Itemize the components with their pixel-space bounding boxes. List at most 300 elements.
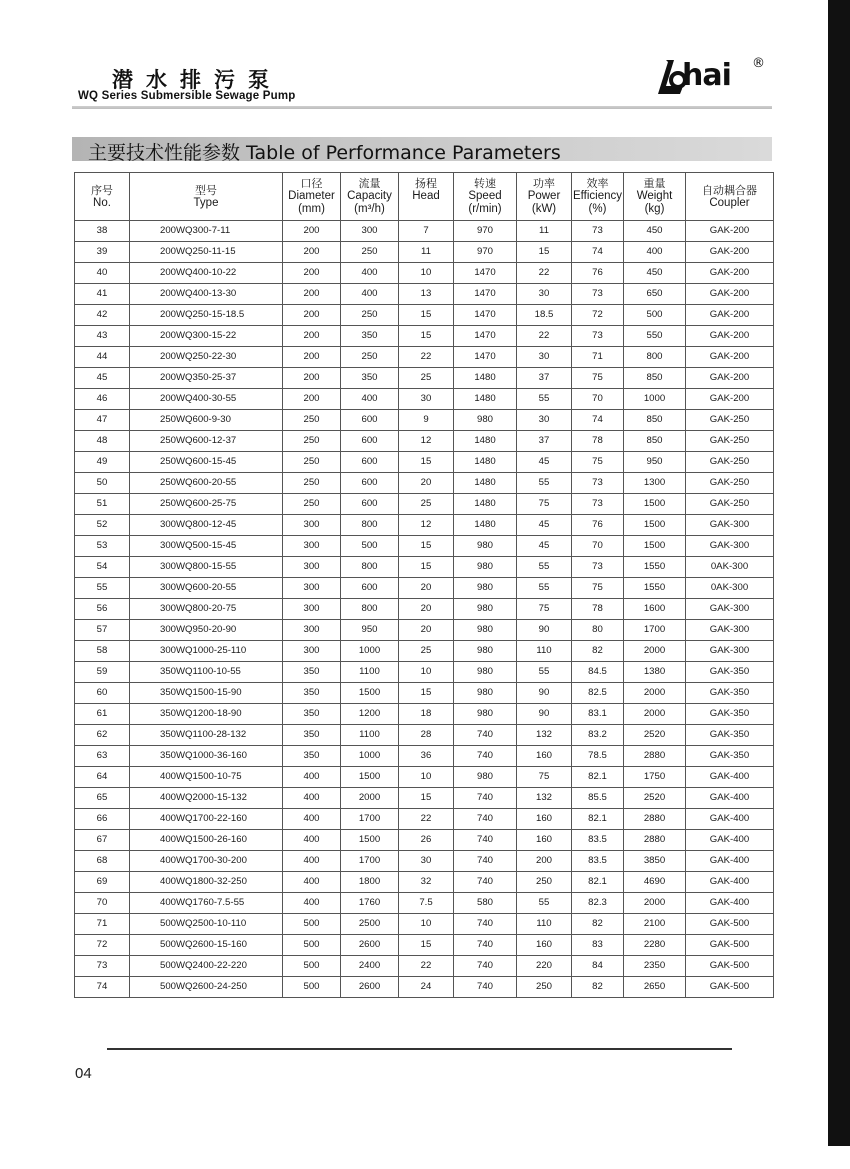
cell-type: 250WQ600-12-37 <box>130 431 283 452</box>
cell-diameter: 250 <box>283 452 341 473</box>
cell-head: 11 <box>399 242 454 263</box>
cell-type: 400WQ2000-15-132 <box>130 788 283 809</box>
table-row <box>75 956 774 977</box>
cell-power: 132 <box>517 725 572 746</box>
cell-efficiency: 84.5 <box>572 662 624 683</box>
cell-weight: 2520 <box>624 725 686 746</box>
cell-head: 12 <box>399 515 454 536</box>
cell-speed: 1470 <box>454 326 517 347</box>
cell-power: 160 <box>517 809 572 830</box>
cell-coupler: GAK-350 <box>686 725 774 746</box>
cell-diameter: 500 <box>283 977 341 998</box>
scan-edge-border <box>828 0 850 1146</box>
cell-no: 44 <box>75 347 130 368</box>
cell-type: 200WQ250-11-15 <box>130 242 283 263</box>
cell-type: 400WQ1760-7.5-55 <box>130 893 283 914</box>
cell-coupler: GAK-400 <box>686 893 774 914</box>
cell-power: 220 <box>517 956 572 977</box>
cell-head: 10 <box>399 914 454 935</box>
cell-capacity: 1500 <box>341 683 399 704</box>
cell-speed: 1480 <box>454 494 517 515</box>
cell-capacity: 1100 <box>341 725 399 746</box>
cell-efficiency: 83.2 <box>572 725 624 746</box>
cell-weight: 450 <box>624 263 686 284</box>
cell-type: 500WQ2600-15-160 <box>130 935 283 956</box>
cell-power: 55 <box>517 473 572 494</box>
cell-diameter: 500 <box>283 935 341 956</box>
table-row <box>75 494 774 515</box>
cell-power: 250 <box>517 977 572 998</box>
cell-capacity: 1200 <box>341 704 399 725</box>
cell-head: 20 <box>399 473 454 494</box>
table-row <box>75 473 774 494</box>
cell-power: 75 <box>517 494 572 515</box>
table-row <box>75 536 774 557</box>
cell-power: 132 <box>517 788 572 809</box>
cell-diameter: 300 <box>283 620 341 641</box>
cell-no: 52 <box>75 515 130 536</box>
cell-weight: 800 <box>624 347 686 368</box>
cell-speed: 740 <box>454 809 517 830</box>
col-header-head: 扬程 Head <box>399 173 454 221</box>
cell-power: 90 <box>517 620 572 641</box>
cell-efficiency: 76 <box>572 515 624 536</box>
cell-no: 68 <box>75 851 130 872</box>
cell-speed: 740 <box>454 872 517 893</box>
table-row <box>75 935 774 956</box>
cell-weight: 450 <box>624 221 686 242</box>
cell-efficiency: 74 <box>572 410 624 431</box>
cell-no: 45 <box>75 368 130 389</box>
table-row <box>75 662 774 683</box>
cell-speed: 580 <box>454 893 517 914</box>
table-row <box>75 452 774 473</box>
cell-head: 24 <box>399 977 454 998</box>
section-title: 主要技术性能参数 Table of Performance Parameters <box>88 142 561 164</box>
cell-weight: 850 <box>624 431 686 452</box>
cell-no: 39 <box>75 242 130 263</box>
cell-diameter: 250 <box>283 473 341 494</box>
cell-head: 25 <box>399 641 454 662</box>
cell-power: 37 <box>517 431 572 452</box>
cell-speed: 980 <box>454 410 517 431</box>
cell-speed: 1470 <box>454 305 517 326</box>
cell-capacity: 400 <box>341 389 399 410</box>
cell-capacity: 1760 <box>341 893 399 914</box>
cell-diameter: 350 <box>283 746 341 767</box>
cell-efficiency: 73 <box>572 473 624 494</box>
cell-type: 400WQ1700-22-160 <box>130 809 283 830</box>
cell-weight: 2000 <box>624 641 686 662</box>
cell-head: 15 <box>399 935 454 956</box>
cell-diameter: 350 <box>283 662 341 683</box>
cell-power: 90 <box>517 683 572 704</box>
cell-head: 10 <box>399 263 454 284</box>
col-header-speed: 转速 Speed (r/min) <box>454 173 517 221</box>
cell-type: 250WQ600-25-75 <box>130 494 283 515</box>
cell-diameter: 200 <box>283 347 341 368</box>
cell-power: 45 <box>517 515 572 536</box>
cell-diameter: 350 <box>283 704 341 725</box>
cell-coupler: GAK-200 <box>686 221 774 242</box>
table-row <box>75 767 774 788</box>
cell-no: 40 <box>75 263 130 284</box>
cell-diameter: 400 <box>283 851 341 872</box>
cell-capacity: 800 <box>341 557 399 578</box>
cell-diameter: 200 <box>283 284 341 305</box>
cell-coupler: GAK-350 <box>686 704 774 725</box>
cell-coupler: GAK-200 <box>686 347 774 368</box>
table-row <box>75 641 774 662</box>
table-row <box>75 893 774 914</box>
cell-no: 71 <box>75 914 130 935</box>
cell-capacity: 800 <box>341 515 399 536</box>
cell-weight: 1300 <box>624 473 686 494</box>
cell-type: 350WQ1000-36-160 <box>130 746 283 767</box>
cell-weight: 850 <box>624 368 686 389</box>
table-row <box>75 389 774 410</box>
cell-head: 32 <box>399 872 454 893</box>
cell-capacity: 250 <box>341 347 399 368</box>
cell-capacity: 300 <box>341 221 399 242</box>
cell-efficiency: 71 <box>572 347 624 368</box>
cell-weight: 2000 <box>624 893 686 914</box>
cell-efficiency: 84 <box>572 956 624 977</box>
header-divider <box>72 106 772 109</box>
table-row <box>75 746 774 767</box>
cell-speed: 740 <box>454 788 517 809</box>
cell-efficiency: 82 <box>572 641 624 662</box>
cell-efficiency: 82.1 <box>572 767 624 788</box>
cell-diameter: 250 <box>283 410 341 431</box>
cell-capacity: 250 <box>341 305 399 326</box>
cell-power: 11 <box>517 221 572 242</box>
cell-weight: 2880 <box>624 830 686 851</box>
cell-efficiency: 82.1 <box>572 809 624 830</box>
cell-power: 75 <box>517 767 572 788</box>
cell-power: 55 <box>517 893 572 914</box>
cell-diameter: 350 <box>283 683 341 704</box>
cell-head: 12 <box>399 431 454 452</box>
registered-mark: ® <box>752 56 765 71</box>
cell-power: 110 <box>517 914 572 935</box>
cell-type: 200WQ400-13-30 <box>130 284 283 305</box>
cell-coupler: GAK-250 <box>686 452 774 473</box>
cell-head: 9 <box>399 410 454 431</box>
cell-coupler: GAK-200 <box>686 305 774 326</box>
cell-power: 15 <box>517 242 572 263</box>
cell-speed: 980 <box>454 641 517 662</box>
cell-coupler: GAK-250 <box>686 431 774 452</box>
cell-no: 56 <box>75 599 130 620</box>
cell-diameter: 300 <box>283 641 341 662</box>
cell-capacity: 800 <box>341 599 399 620</box>
cell-coupler: GAK-500 <box>686 914 774 935</box>
cell-capacity: 1000 <box>341 746 399 767</box>
cell-no: 41 <box>75 284 130 305</box>
cell-coupler: GAK-300 <box>686 536 774 557</box>
cell-weight: 3850 <box>624 851 686 872</box>
cell-power: 45 <box>517 452 572 473</box>
cell-type: 250WQ600-15-45 <box>130 452 283 473</box>
cell-type: 350WQ1500-15-90 <box>130 683 283 704</box>
cell-head: 22 <box>399 956 454 977</box>
cell-weight: 500 <box>624 305 686 326</box>
cell-speed: 1470 <box>454 284 517 305</box>
cell-coupler: GAK-300 <box>686 620 774 641</box>
cell-capacity: 600 <box>341 431 399 452</box>
cell-head: 28 <box>399 725 454 746</box>
cell-efficiency: 83.5 <box>572 851 624 872</box>
table-body <box>75 221 774 998</box>
cell-coupler: GAK-250 <box>686 494 774 515</box>
cell-coupler: GAK-300 <box>686 599 774 620</box>
cell-efficiency: 82 <box>572 977 624 998</box>
cell-weight: 650 <box>624 284 686 305</box>
cell-diameter: 250 <box>283 431 341 452</box>
col-header-weight: 重量 Weight (kg) <box>624 173 686 221</box>
cell-efficiency: 83 <box>572 935 624 956</box>
cell-type: 400WQ1700-30-200 <box>130 851 283 872</box>
cell-coupler: GAK-400 <box>686 851 774 872</box>
cell-capacity: 350 <box>341 368 399 389</box>
cell-capacity: 350 <box>341 326 399 347</box>
cell-no: 60 <box>75 683 130 704</box>
cell-no: 69 <box>75 872 130 893</box>
cell-speed: 980 <box>454 662 517 683</box>
cell-power: 55 <box>517 662 572 683</box>
cell-diameter: 400 <box>283 872 341 893</box>
cell-diameter: 350 <box>283 725 341 746</box>
cell-speed: 980 <box>454 704 517 725</box>
cell-weight: 2650 <box>624 977 686 998</box>
cell-power: 160 <box>517 746 572 767</box>
cell-type: 300WQ800-12-45 <box>130 515 283 536</box>
cell-coupler: GAK-250 <box>686 473 774 494</box>
cell-power: 110 <box>517 641 572 662</box>
cell-speed: 980 <box>454 557 517 578</box>
cell-power: 55 <box>517 557 572 578</box>
cell-head: 15 <box>399 326 454 347</box>
cell-weight: 2280 <box>624 935 686 956</box>
cell-weight: 1550 <box>624 557 686 578</box>
table-row <box>75 725 774 746</box>
cell-coupler: GAK-200 <box>686 263 774 284</box>
cell-no: 47 <box>75 410 130 431</box>
cell-efficiency: 82.1 <box>572 872 624 893</box>
cell-power: 75 <box>517 599 572 620</box>
cell-power: 55 <box>517 578 572 599</box>
cell-weight: 1750 <box>624 767 686 788</box>
cell-type: 400WQ1500-26-160 <box>130 830 283 851</box>
table-row <box>75 977 774 998</box>
col-header-efficiency: 效率 Efficiency (%) <box>572 173 624 221</box>
table-row <box>75 809 774 830</box>
cell-capacity: 600 <box>341 494 399 515</box>
cell-diameter: 400 <box>283 893 341 914</box>
cell-head: 36 <box>399 746 454 767</box>
cell-diameter: 400 <box>283 809 341 830</box>
cell-capacity: 1700 <box>341 809 399 830</box>
cell-capacity: 600 <box>341 452 399 473</box>
table-row <box>75 410 774 431</box>
cell-weight: 1500 <box>624 494 686 515</box>
cell-power: 90 <box>517 704 572 725</box>
cell-no: 49 <box>75 452 130 473</box>
col-header-no: 序号 No. <box>75 173 130 221</box>
cell-weight: 2880 <box>624 746 686 767</box>
table-header-row <box>75 173 774 221</box>
cell-no: 67 <box>75 830 130 851</box>
cell-efficiency: 76 <box>572 263 624 284</box>
cell-capacity: 600 <box>341 578 399 599</box>
cell-head: 7.5 <box>399 893 454 914</box>
cell-type: 200WQ400-10-22 <box>130 263 283 284</box>
cell-diameter: 500 <box>283 914 341 935</box>
cell-efficiency: 72 <box>572 305 624 326</box>
cell-speed: 1480 <box>454 368 517 389</box>
cell-diameter: 200 <box>283 368 341 389</box>
cell-type: 200WQ250-15-18.5 <box>130 305 283 326</box>
cell-head: 20 <box>399 620 454 641</box>
table-row <box>75 368 774 389</box>
cell-head: 10 <box>399 662 454 683</box>
cell-no: 66 <box>75 809 130 830</box>
cell-type: 200WQ350-25-37 <box>130 368 283 389</box>
cell-capacity: 250 <box>341 242 399 263</box>
cell-coupler: GAK-400 <box>686 767 774 788</box>
cell-no: 61 <box>75 704 130 725</box>
table-row <box>75 431 774 452</box>
cell-type: 500WQ2400-22-220 <box>130 956 283 977</box>
cell-head: 25 <box>399 494 454 515</box>
cell-head: 22 <box>399 347 454 368</box>
cell-no: 43 <box>75 326 130 347</box>
cell-weight: 1380 <box>624 662 686 683</box>
cell-speed: 1470 <box>454 347 517 368</box>
cell-type: 300WQ500-15-45 <box>130 536 283 557</box>
table-row <box>75 830 774 851</box>
cell-no: 48 <box>75 431 130 452</box>
cell-weight: 850 <box>624 410 686 431</box>
cell-diameter: 200 <box>283 242 341 263</box>
col-header-diameter: 口径 Diameter (mm) <box>283 173 341 221</box>
cell-power: 200 <box>517 851 572 872</box>
cell-type: 250WQ600-9-30 <box>130 410 283 431</box>
cell-no: 62 <box>75 725 130 746</box>
cell-weight: 2100 <box>624 914 686 935</box>
cell-efficiency: 78 <box>572 431 624 452</box>
cell-efficiency: 73 <box>572 326 624 347</box>
table-row <box>75 515 774 536</box>
cell-capacity: 2600 <box>341 977 399 998</box>
cell-coupler: GAK-400 <box>686 809 774 830</box>
cell-efficiency: 74 <box>572 242 624 263</box>
cell-speed: 740 <box>454 830 517 851</box>
cell-type: 400WQ1800-32-250 <box>130 872 283 893</box>
cell-efficiency: 73 <box>572 494 624 515</box>
cell-no: 73 <box>75 956 130 977</box>
header-title-cn: 潜水排污泵 <box>112 68 282 92</box>
cell-power: 22 <box>517 326 572 347</box>
cell-coupler: GAK-200 <box>686 242 774 263</box>
cell-power: 160 <box>517 830 572 851</box>
col-header-capacity: 流量 Capacity (m³/h) <box>341 173 399 221</box>
cell-coupler: GAK-500 <box>686 956 774 977</box>
table-row <box>75 914 774 935</box>
cell-head: 7 <box>399 221 454 242</box>
cell-diameter: 500 <box>283 956 341 977</box>
cell-weight: 2000 <box>624 683 686 704</box>
table-row <box>75 704 774 725</box>
cell-type: 200WQ300-7-11 <box>130 221 283 242</box>
cell-diameter: 200 <box>283 305 341 326</box>
col-header-power: 功率 Power (kW) <box>517 173 572 221</box>
table-row <box>75 851 774 872</box>
cell-head: 15 <box>399 452 454 473</box>
cell-power: 30 <box>517 284 572 305</box>
cell-no: 38 <box>75 221 130 242</box>
cell-type: 350WQ1100-10-55 <box>130 662 283 683</box>
cell-speed: 980 <box>454 599 517 620</box>
cell-speed: 740 <box>454 977 517 998</box>
cell-no: 63 <box>75 746 130 767</box>
cell-speed: 740 <box>454 746 517 767</box>
cell-capacity: 1800 <box>341 872 399 893</box>
cell-efficiency: 75 <box>572 578 624 599</box>
cell-no: 74 <box>75 977 130 998</box>
cell-diameter: 200 <box>283 389 341 410</box>
cell-head: 20 <box>399 599 454 620</box>
cell-capacity: 2000 <box>341 788 399 809</box>
cell-diameter: 400 <box>283 767 341 788</box>
cell-no: 46 <box>75 389 130 410</box>
table-row <box>75 872 774 893</box>
cell-head: 22 <box>399 809 454 830</box>
cell-weight: 1500 <box>624 515 686 536</box>
cell-type: 500WQ2600-24-250 <box>130 977 283 998</box>
cell-power: 250 <box>517 872 572 893</box>
cell-head: 30 <box>399 389 454 410</box>
cell-no: 64 <box>75 767 130 788</box>
table-row <box>75 242 774 263</box>
cell-efficiency: 83.1 <box>572 704 624 725</box>
cell-no: 59 <box>75 662 130 683</box>
cell-diameter: 300 <box>283 536 341 557</box>
col-header-type: 型号 Type <box>130 173 283 221</box>
logo-text: hai <box>682 58 731 93</box>
cell-efficiency: 85.5 <box>572 788 624 809</box>
cell-speed: 740 <box>454 725 517 746</box>
cell-speed: 1470 <box>454 263 517 284</box>
cell-efficiency: 70 <box>572 389 624 410</box>
cell-head: 10 <box>399 767 454 788</box>
cell-no: 42 <box>75 305 130 326</box>
table-row <box>75 578 774 599</box>
cell-power: 55 <box>517 389 572 410</box>
table-row <box>75 305 774 326</box>
cell-capacity: 1100 <box>341 662 399 683</box>
cell-no: 57 <box>75 620 130 641</box>
cell-type: 300WQ800-15-55 <box>130 557 283 578</box>
cell-efficiency: 78.5 <box>572 746 624 767</box>
cell-type: 300WQ1000-25-110 <box>130 641 283 662</box>
cell-coupler: GAK-200 <box>686 368 774 389</box>
cell-speed: 1480 <box>454 473 517 494</box>
cell-weight: 4690 <box>624 872 686 893</box>
cell-speed: 980 <box>454 767 517 788</box>
cell-head: 20 <box>399 578 454 599</box>
